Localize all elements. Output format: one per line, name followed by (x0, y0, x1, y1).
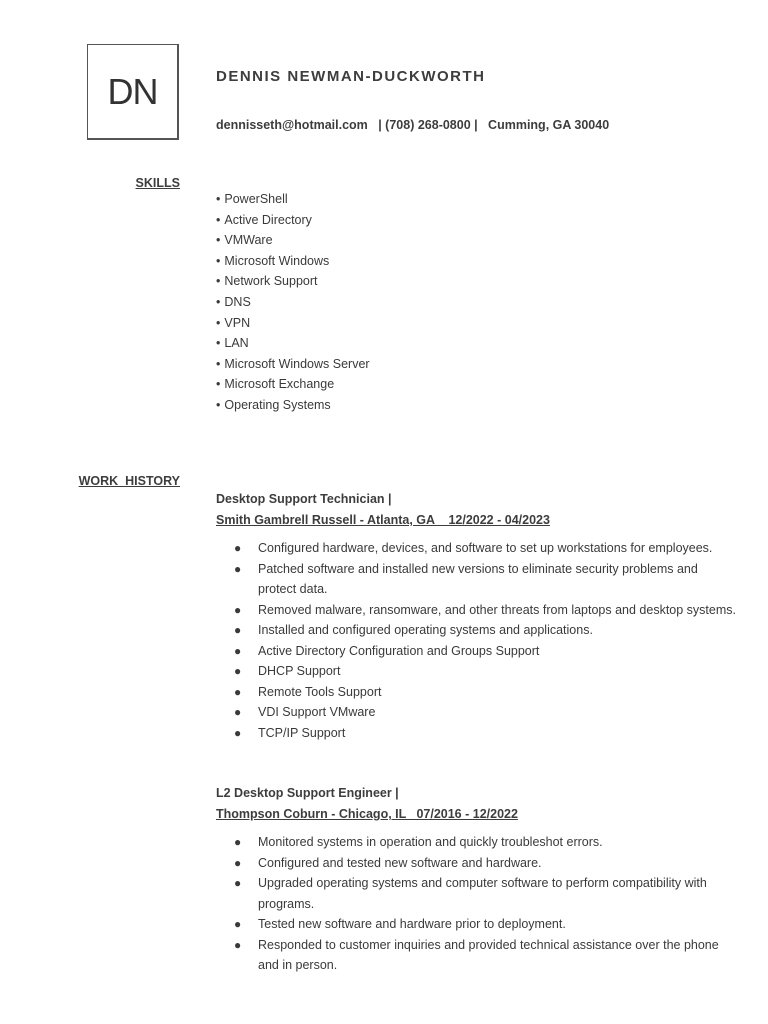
duty-item: ● VDI Support VMware (234, 705, 376, 719)
duty-item: ● DHCP Support (234, 664, 341, 678)
duties-list (216, 538, 736, 743)
duty-item: ● Installed and configured operating systems and applications. (234, 623, 593, 637)
duty-item: ● Configured hardware, devices, and software to set up workstations for employees. (234, 541, 713, 555)
skill-item: • Microsoft Exchange (216, 377, 335, 392)
skill-item: • VPN (216, 315, 251, 330)
job-company-dates: Smith Gambrell Russell - Atlanta, GA 12/2022 - 04/2023 (216, 513, 550, 527)
duty-item: ● Tested new software and hardware prior to deployment. (234, 917, 566, 931)
duty-item: ● Responded to customer inquiries and provided technical assistance over the phone and in person. (234, 937, 719, 972)
job-title: Desktop Support Technician | (216, 492, 392, 506)
skill-item: • Operating Systems (216, 397, 331, 412)
skill-item: • Microsoft Windows Server (216, 356, 370, 371)
skill-item: • PowerShell (216, 192, 288, 206)
duty-item: ● Upgraded operating systems and computer software to perform compatibility with programs. (234, 876, 707, 911)
job-entry (216, 783, 736, 976)
duty-item: ● Active Directory Configuration and Groups Support (234, 643, 540, 658)
job-company-dates: Thompson Coburn - Chicago, IL 07/2016 - 12/2022 (216, 807, 518, 821)
duty-item: ● Removed malware, ransomware, and other threats from laptops and desktop systems. (234, 602, 736, 617)
duties-list (216, 832, 736, 976)
job-title: L2 Desktop Support Engineer | (216, 786, 399, 800)
duty-item: ● Configured and tested new software and hardware. (234, 855, 542, 870)
skill-item: • DNS (216, 294, 251, 309)
skill-item: • LAN (216, 336, 249, 351)
job-entry (216, 489, 736, 743)
skills-heading: SKILLS (135, 176, 180, 190)
skill-item: • VMWare (216, 233, 273, 248)
contact-line: dennisseth@hotmail.com | (708) 268-0800 | Cumming, GA 30040 (216, 118, 610, 132)
duty-item: ● TCP/IP Support (234, 725, 346, 740)
duty-item: ● Monitored systems in operation and quickly troubleshot errors. (234, 835, 603, 849)
skills-list (216, 189, 370, 416)
monogram-logo: DN (87, 44, 179, 140)
duty-item: ● Remote Tools Support (234, 684, 382, 699)
skill-item: • Network Support (216, 274, 318, 289)
duty-item: ● Patched software and installed new versions to eliminate security problems and protect data. (234, 561, 698, 596)
candidate-name: DENNIS NEWMAN-DUCKWORTH (216, 68, 486, 85)
skill-item: • Microsoft Windows (216, 253, 330, 268)
skill-item: • Active Directory (216, 212, 312, 227)
work-history-heading: WORK HISTORY (78, 474, 180, 488)
